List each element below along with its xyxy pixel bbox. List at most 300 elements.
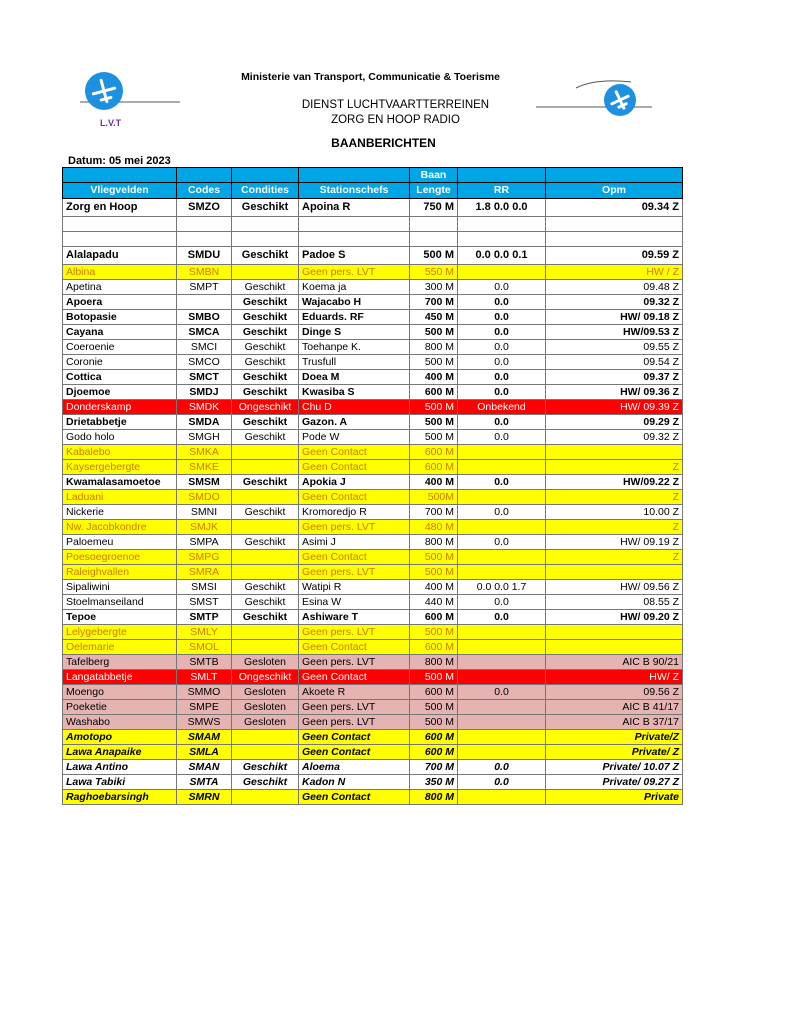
- runway-length: 500 M: [410, 355, 458, 370]
- station-chief: Geen pers. LVT: [299, 520, 410, 535]
- rr-value: [458, 640, 546, 655]
- header-baan: Baan: [410, 168, 458, 183]
- station-chief: [299, 217, 410, 232]
- table-row: [63, 730, 683, 745]
- remark: [546, 232, 683, 247]
- table-row: [63, 715, 683, 730]
- station-chief: Toehanpe K.: [299, 340, 410, 355]
- rr-value: 0.0: [458, 505, 546, 520]
- airfield-name: Alalapadu: [63, 247, 177, 265]
- condition: Geschikt: [232, 355, 299, 370]
- airfield-name: Stoelmanseiland: [63, 595, 177, 610]
- station-chief: Geen Contact: [299, 745, 410, 760]
- airfield-name: Kaysergebergte: [63, 460, 177, 475]
- airfield-name: Apetina: [63, 280, 177, 295]
- header-blank: [458, 168, 546, 183]
- condition: [232, 790, 299, 805]
- rr-value: 0.0 0.0 1.7: [458, 580, 546, 595]
- airfield-code: SMMO: [177, 685, 232, 700]
- remark: Private/ 09.27 Z: [546, 775, 683, 790]
- header-rr: RR: [458, 183, 546, 199]
- condition: Ongeschikt: [232, 400, 299, 415]
- condition: Gesloten: [232, 655, 299, 670]
- table-row: [63, 535, 683, 550]
- station-chief: Geen pers. LVT: [299, 565, 410, 580]
- rr-value: 0.0: [458, 310, 546, 325]
- airfield-name: Raghoebarsingh: [63, 790, 177, 805]
- table-row: [63, 217, 683, 232]
- table-row: [63, 325, 683, 340]
- runway-length: 600 M: [410, 460, 458, 475]
- header-stationschefs: Stationschefs: [299, 183, 410, 199]
- airfield-code: SMDO: [177, 490, 232, 505]
- airfield-name: Nickerie: [63, 505, 177, 520]
- rr-value: [458, 715, 546, 730]
- airfield-name: Laduani: [63, 490, 177, 505]
- airfield-name: Poeketie: [63, 700, 177, 715]
- airfield-name: Lawa Anapaike: [63, 745, 177, 760]
- runway-length: 480 M: [410, 520, 458, 535]
- station-chief: Geen pers. LVT: [299, 715, 410, 730]
- station-chief: Geen Contact: [299, 730, 410, 745]
- rr-value: [458, 232, 546, 247]
- rr-value: 0.0: [458, 415, 546, 430]
- rr-value: 1.8 0.0 0.0: [458, 199, 546, 217]
- station-chief: Geen pers. LVT: [299, 700, 410, 715]
- table-row: [63, 610, 683, 625]
- header-vliegvelden: Vliegvelden: [63, 183, 177, 199]
- airfield-name: Coronie: [63, 355, 177, 370]
- table-row: [63, 775, 683, 790]
- rr-value: 0.0: [458, 595, 546, 610]
- station-chief: Geen pers. LVT: [299, 265, 410, 280]
- header-blank: [299, 168, 410, 183]
- table-row: [63, 760, 683, 775]
- airfield-code: SMAM: [177, 730, 232, 745]
- airfield-code: SMBN: [177, 265, 232, 280]
- airfield-name: Amotopo: [63, 730, 177, 745]
- runway-length: 500 M: [410, 430, 458, 445]
- remark: HW/ Z: [546, 670, 683, 685]
- table-row: [63, 595, 683, 610]
- rr-value: [458, 265, 546, 280]
- condition: [232, 445, 299, 460]
- remark: Private/ Z: [546, 745, 683, 760]
- remark: [546, 445, 683, 460]
- rr-value: [458, 625, 546, 640]
- remark: AIC B 37/17: [546, 715, 683, 730]
- table-row: [63, 370, 683, 385]
- station-chief: Dinge S: [299, 325, 410, 340]
- remark: Private/Z: [546, 730, 683, 745]
- condition: [232, 640, 299, 655]
- rr-value: 0.0: [458, 385, 546, 400]
- condition: Geschikt: [232, 370, 299, 385]
- table-row: [63, 460, 683, 475]
- station-chief: Ashiware T: [299, 610, 410, 625]
- runway-length: 800 M: [410, 340, 458, 355]
- station-chief: Geen Contact: [299, 670, 410, 685]
- remark: HW/ 09.56 Z: [546, 580, 683, 595]
- airfield-code: SMZO: [177, 199, 232, 217]
- condition: Geschikt: [232, 760, 299, 775]
- airfield-code: SMNI: [177, 505, 232, 520]
- condition: [232, 565, 299, 580]
- condition: Geschikt: [232, 595, 299, 610]
- airfield-name: Nw. Jacobkondre: [63, 520, 177, 535]
- remark: HW/ 09.36 Z: [546, 385, 683, 400]
- condition: Geschikt: [232, 775, 299, 790]
- condition: Ongeschikt: [232, 670, 299, 685]
- airfield-name: Tepoe: [63, 610, 177, 625]
- station-chief: Akoete R: [299, 685, 410, 700]
- runway-length: 440 M: [410, 595, 458, 610]
- airfield-code: SMTB: [177, 655, 232, 670]
- station-chief: Eduards. RF: [299, 310, 410, 325]
- table-row: [63, 640, 683, 655]
- airfield-name: [63, 217, 177, 232]
- remark: 09.48 Z: [546, 280, 683, 295]
- condition: Geschikt: [232, 247, 299, 265]
- rr-value: 0.0: [458, 280, 546, 295]
- rr-value: 0.0: [458, 295, 546, 310]
- rr-value: 0.0: [458, 430, 546, 445]
- header-lengte: Lengte: [410, 183, 458, 199]
- runway-length: 600 M: [410, 685, 458, 700]
- remark: 09.29 Z: [546, 415, 683, 430]
- airfield-code: SMKA: [177, 445, 232, 460]
- airfield-name: Raleighvallen: [63, 565, 177, 580]
- condition: [232, 490, 299, 505]
- airfield-name: Donderskamp: [63, 400, 177, 415]
- station-chief: Geen Contact: [299, 640, 410, 655]
- runway-length: 500 M: [410, 415, 458, 430]
- runway-length: 500 M: [410, 625, 458, 640]
- airfield-code: SMDU: [177, 247, 232, 265]
- airfield-name: Drietabbetje: [63, 415, 177, 430]
- airfield-code: SMPE: [177, 700, 232, 715]
- airfield-code: SMRA: [177, 565, 232, 580]
- rr-value: [458, 730, 546, 745]
- condition: Geschikt: [232, 430, 299, 445]
- condition: [232, 460, 299, 475]
- condition: Geschikt: [232, 340, 299, 355]
- airfield-name: Lawa Antino: [63, 760, 177, 775]
- condition: Gesloten: [232, 715, 299, 730]
- table-row: [63, 580, 683, 595]
- airfield-code: SMLA: [177, 745, 232, 760]
- header-codes: Codes: [177, 183, 232, 199]
- table-row: [63, 700, 683, 715]
- header-blank: [546, 168, 683, 183]
- condition: [232, 625, 299, 640]
- rr-value: [458, 520, 546, 535]
- station-chief: Doea M: [299, 370, 410, 385]
- airfield-code: SMJK: [177, 520, 232, 535]
- table-row: [63, 670, 683, 685]
- dienst-title: DIENST LUCHTVAARTTERREINEN: [301, 99, 490, 111]
- table-row: [63, 400, 683, 415]
- condition: [232, 745, 299, 760]
- rr-value: [458, 700, 546, 715]
- table-row: [63, 790, 683, 805]
- runway-length: 500 M: [410, 700, 458, 715]
- remark: Z: [546, 460, 683, 475]
- svg-text:L.V.T: L.V.T: [100, 118, 122, 128]
- remark: 09.34 Z: [546, 199, 683, 217]
- station-chief: Geen Contact: [299, 490, 410, 505]
- airfield-name: Washabo: [63, 715, 177, 730]
- airfield-name: Oelemarie: [63, 640, 177, 655]
- airfield-name: [63, 232, 177, 247]
- condition: Geschikt: [232, 475, 299, 490]
- airfield-name: Godo holo: [63, 430, 177, 445]
- remark: 09.32 Z: [546, 295, 683, 310]
- rr-value: [458, 565, 546, 580]
- ministry-title: Ministerie van Transport, Communicatie & Toerisme: [241, 71, 500, 83]
- station-chief: Kwasiba S: [299, 385, 410, 400]
- table-row: [63, 505, 683, 520]
- table-row: [63, 490, 683, 505]
- runway-length: 400 M: [410, 580, 458, 595]
- remark: HW / Z: [546, 265, 683, 280]
- table-row: [63, 355, 683, 370]
- station-chief: Asimi J: [299, 535, 410, 550]
- station-chief: Esina W: [299, 595, 410, 610]
- station-chief: Padoe S: [299, 247, 410, 265]
- runway-length: 400 M: [410, 475, 458, 490]
- rr-value: 0.0: [458, 370, 546, 385]
- table-body: [63, 199, 683, 805]
- table-row: [63, 385, 683, 400]
- table-row: [63, 445, 683, 460]
- rr-value: 0.0: [458, 355, 546, 370]
- station-chief: Trusfull: [299, 355, 410, 370]
- airfield-name: Botopasie: [63, 310, 177, 325]
- station-chief: Pode W: [299, 430, 410, 445]
- airfield-name: Kabalebo: [63, 445, 177, 460]
- runway-length: 600 M: [410, 745, 458, 760]
- airfield-code: SMRN: [177, 790, 232, 805]
- runway-length: 600 M: [410, 610, 458, 625]
- condition: Gesloten: [232, 685, 299, 700]
- page-title: BAANBERICHTEN: [331, 136, 436, 150]
- runway-length: 300 M: [410, 280, 458, 295]
- remark: HW/ 09.18 Z: [546, 310, 683, 325]
- remark: [546, 625, 683, 640]
- remark: Private/ 10.07 Z: [546, 760, 683, 775]
- runway-length: 500 M: [410, 715, 458, 730]
- airfield-code: SMTP: [177, 610, 232, 625]
- remark: HW/09.22 Z: [546, 475, 683, 490]
- runway-length: 550 M: [410, 265, 458, 280]
- airfield-code: SMDJ: [177, 385, 232, 400]
- airfield-name: Coeroenie: [63, 340, 177, 355]
- airfield-code: SMAN: [177, 760, 232, 775]
- condition: Geschikt: [232, 295, 299, 310]
- remark: 09.54 Z: [546, 355, 683, 370]
- rr-value: [458, 745, 546, 760]
- remark: HW/ 09.39 Z: [546, 400, 683, 415]
- table-row: [63, 685, 683, 700]
- runway-length: 500 M: [410, 247, 458, 265]
- remark: HW/ 09.20 Z: [546, 610, 683, 625]
- condition: Geschikt: [232, 199, 299, 217]
- station-chief: [299, 232, 410, 247]
- airfield-name: Langatabbetje: [63, 670, 177, 685]
- table-row: [63, 295, 683, 310]
- rr-value: 0.0: [458, 325, 546, 340]
- airfield-code: SMDA: [177, 415, 232, 430]
- header-blank: [63, 168, 177, 183]
- table-row: [63, 310, 683, 325]
- station-chief: Kadon N: [299, 775, 410, 790]
- runway-length: 800 M: [410, 790, 458, 805]
- runway-length: 400 M: [410, 370, 458, 385]
- remark: Z: [546, 520, 683, 535]
- runway-length: 500 M: [410, 400, 458, 415]
- runway-length: 700 M: [410, 760, 458, 775]
- station-chief: Geen Contact: [299, 445, 410, 460]
- runway-length: 600 M: [410, 730, 458, 745]
- airfield-name: Kwamalasamoetoe: [63, 475, 177, 490]
- table-row: [63, 232, 683, 247]
- airfield-code: SMPT: [177, 280, 232, 295]
- runway-length: 750 M: [410, 199, 458, 217]
- airfield-code: SMSI: [177, 580, 232, 595]
- remark: [546, 640, 683, 655]
- table-row: [63, 745, 683, 760]
- condition: [232, 520, 299, 535]
- remark: 09.56 Z: [546, 685, 683, 700]
- remark: 09.32 Z: [546, 430, 683, 445]
- airfield-code: SMKE: [177, 460, 232, 475]
- remark: 09.55 Z: [546, 340, 683, 355]
- runway-length: 600 M: [410, 385, 458, 400]
- rr-value: 0.0: [458, 535, 546, 550]
- remark: Z: [546, 550, 683, 565]
- remark: [546, 217, 683, 232]
- table-row: [63, 247, 683, 265]
- airfield-name: Apoera: [63, 295, 177, 310]
- station-chief: Koema ja: [299, 280, 410, 295]
- runway-length: 700 M: [410, 505, 458, 520]
- airfield-name: Sipaliwini: [63, 580, 177, 595]
- airfield-code: SMCA: [177, 325, 232, 340]
- airfield-code: SMWS: [177, 715, 232, 730]
- station-chief: Apoina R: [299, 199, 410, 217]
- runway-length: 600 M: [410, 640, 458, 655]
- airfield-code: SMPG: [177, 550, 232, 565]
- rr-value: 0.0: [458, 760, 546, 775]
- remark: 08.55 Z: [546, 595, 683, 610]
- station-chief: Chu D: [299, 400, 410, 415]
- condition: Geschikt: [232, 325, 299, 340]
- rr-value: [458, 490, 546, 505]
- rr-value: 0.0: [458, 475, 546, 490]
- rr-value: [458, 550, 546, 565]
- rr-value: [458, 655, 546, 670]
- airfield-code: SMDK: [177, 400, 232, 415]
- airfield-code: SMLY: [177, 625, 232, 640]
- rr-value: [458, 670, 546, 685]
- remark: Private: [546, 790, 683, 805]
- remark: AIC B 41/17: [546, 700, 683, 715]
- condition: Geschikt: [232, 610, 299, 625]
- station-chief: Geen Contact: [299, 550, 410, 565]
- airfield-name: Cottica: [63, 370, 177, 385]
- runway-length: 600 M: [410, 445, 458, 460]
- table-row: [63, 199, 683, 217]
- runway-length: 800 M: [410, 655, 458, 670]
- rr-value: [458, 445, 546, 460]
- condition: Geschikt: [232, 310, 299, 325]
- airfield-code: [177, 232, 232, 247]
- table-row: [63, 475, 683, 490]
- airfield-code: SMTA: [177, 775, 232, 790]
- header-blank: [177, 168, 232, 183]
- runway-length: 500 M: [410, 565, 458, 580]
- report-date: Datum: 05 mei 2023: [68, 155, 171, 167]
- runway-length: 500 M: [410, 325, 458, 340]
- airfield-name: Tafelberg: [63, 655, 177, 670]
- condition: Geschikt: [232, 535, 299, 550]
- remark: HW/ 09.19 Z: [546, 535, 683, 550]
- table-row: [63, 265, 683, 280]
- runway-length: 450 M: [410, 310, 458, 325]
- table-row: [63, 550, 683, 565]
- remark: [546, 565, 683, 580]
- rr-value: Onbekend: [458, 400, 546, 415]
- condition: [232, 550, 299, 565]
- airfield-code: [177, 295, 232, 310]
- rr-value: 0.0: [458, 610, 546, 625]
- airfield-name: Moengo: [63, 685, 177, 700]
- airfield-name: Djoemoe: [63, 385, 177, 400]
- table-row: [63, 430, 683, 445]
- radio-title: ZORG EN HOOP RADIO: [331, 114, 460, 126]
- airfield-name: Albina: [63, 265, 177, 280]
- remark: HW/09.53 Z: [546, 325, 683, 340]
- table-row: [63, 340, 683, 355]
- rr-value: [458, 460, 546, 475]
- airfield-code: SMCI: [177, 340, 232, 355]
- remark: 09.37 Z: [546, 370, 683, 385]
- remark: 10.00 Z: [546, 505, 683, 520]
- header-condities: Condities: [232, 183, 299, 199]
- runway-length: [410, 232, 458, 247]
- station-chief: Watipi R: [299, 580, 410, 595]
- runway-length: 700 M: [410, 295, 458, 310]
- table-row: [63, 565, 683, 580]
- airfield-name: Lawa Tabiki: [63, 775, 177, 790]
- condition: [232, 730, 299, 745]
- condition: [232, 232, 299, 247]
- airfield-code: SMCT: [177, 370, 232, 385]
- rr-value: 0.0 0.0 0.1: [458, 247, 546, 265]
- condition: Geschikt: [232, 415, 299, 430]
- runway-length: 350 M: [410, 775, 458, 790]
- airfield-code: SMOL: [177, 640, 232, 655]
- condition: Geschikt: [232, 385, 299, 400]
- rr-value: 0.0: [458, 685, 546, 700]
- header-opm: Opm: [546, 183, 683, 199]
- airfield-code: SMGH: [177, 430, 232, 445]
- station-chief: Apokia J: [299, 475, 410, 490]
- runway-length: 500M: [410, 490, 458, 505]
- airfield-table: [62, 167, 683, 805]
- airfield-code: SMPA: [177, 535, 232, 550]
